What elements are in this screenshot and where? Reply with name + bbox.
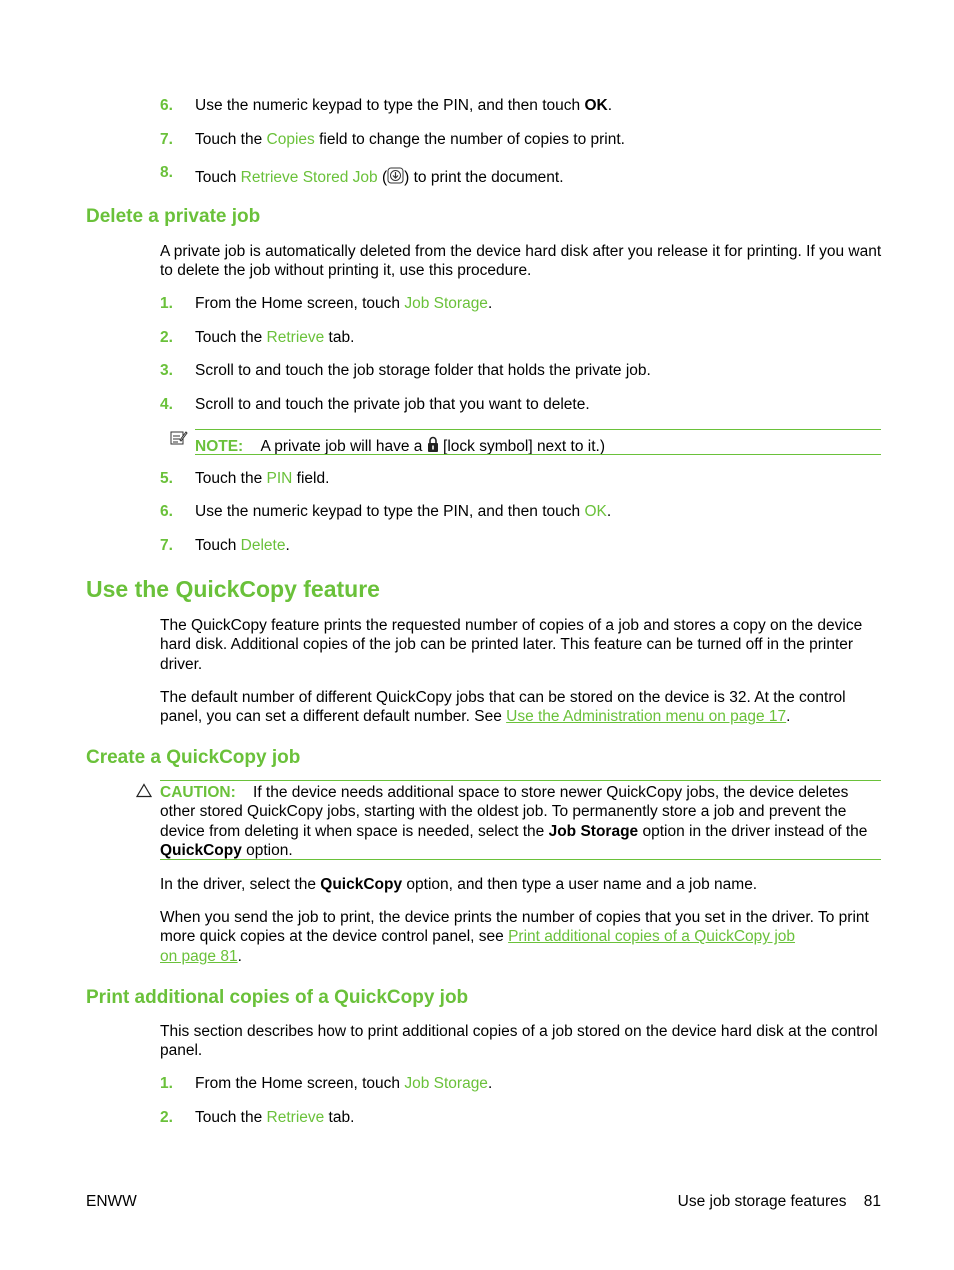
- section-heading: Create a QuickCopy job: [86, 747, 301, 768]
- step-number: 3.: [160, 362, 173, 379]
- step-number: 2.: [160, 1109, 173, 1126]
- paragraph: The QuickCopy feature prints the requested number of copies of a job and stores a copy on the device hard disk. Additional copies of the job can be printed later. This feature can be turned off in the printer driver.: [160, 617, 863, 673]
- paragraph: The default number of different QuickCopy jobs that can be stored on the device is 32. At the control panel, you can set a different default number. See Use the Administration menu on page 17.: [160, 689, 846, 726]
- step-number: 2.: [160, 329, 173, 346]
- caution-top-rule: [160, 780, 881, 781]
- step-text: From the Home screen, touch Job Storage.: [195, 295, 493, 312]
- step-number: 1.: [160, 295, 173, 312]
- step-number: 4.: [160, 396, 173, 413]
- step-number: 8.: [160, 164, 173, 181]
- page-number: 81: [863, 1193, 881, 1210]
- step-number: 6.: [160, 503, 173, 520]
- paragraph: In the driver, select the QuickCopy option, and then type a user name and a job name.: [160, 876, 758, 893]
- print-additional-copies-link[interactable]: Print additional copies of a QuickCopy job: [508, 928, 796, 946]
- admin-menu-link[interactable]: Use the Administration menu on page 17: [506, 708, 787, 726]
- step-number: 6.: [160, 97, 173, 114]
- caution-text: CAUTION: If the device needs additional space to store newer QuickCopy jobs, the device deletes other stored QuickCopy jobs, starting with the oldest job. To permanently store a job and prevent the device from deleting it when space is needed, select the Job Storage option in the driver instead of the QuickCopy option.: [160, 784, 868, 860]
- step-number: 7.: [160, 537, 173, 554]
- retrieve-stored-job-icon: [387, 167, 404, 189]
- step-text: Use the numeric keypad to type the PIN, and then touch OK.: [195, 503, 612, 520]
- step-text: Scroll to and touch the job storage folder that holds the private job.: [195, 362, 651, 379]
- step-text: Touch the Retrieve tab.: [195, 329, 355, 346]
- step-text: Touch Retrieve Stored Job ( ) to print the document.: [195, 167, 564, 189]
- section-heading: Delete a private job: [86, 206, 261, 227]
- note-bottom-rule: [195, 454, 881, 455]
- step-text: Use the numeric keypad to type the PIN, and then touch OK.: [195, 97, 613, 114]
- paragraph: This section describes how to print additional copies of a job stored on the device hard disk at the control panel.: [160, 1023, 878, 1060]
- step-number: 5.: [160, 470, 173, 487]
- caution-bottom-rule: [160, 859, 881, 860]
- note-top-rule: [195, 429, 881, 430]
- caution-icon: [136, 783, 152, 803]
- step-text: From the Home screen, touch Job Storage.: [195, 1075, 493, 1092]
- step-number: 1.: [160, 1075, 173, 1092]
- step-number: 7.: [160, 131, 173, 148]
- footer-left: ENWW: [86, 1193, 137, 1210]
- step-text: Touch Delete.: [195, 537, 290, 554]
- step-text: Touch the Copies field to change the number of copies to print.: [195, 131, 625, 148]
- step-text: Touch the PIN field.: [195, 470, 330, 487]
- footer-right: Use job storage features 81: [677, 1193, 881, 1210]
- section-heading: Use the QuickCopy feature: [86, 576, 380, 602]
- note-text: NOTE: A private job will have a [lock symbol] next to it.): [195, 436, 605, 458]
- paragraph: A private job is automatically deleted from the device hard disk after you release it for printing. If you want to delete the job without printing it, use this procedure.: [160, 243, 882, 280]
- print-additional-copies-page-link[interactable]: on page 81: [160, 947, 238, 965]
- note-icon: [170, 430, 188, 451]
- paragraph: When you send the job to print, the device prints the number of copies that you set in the driver. To print more quick copies at the device control panel, see Print additional copies of a QuickCopy job on page 81.: [160, 909, 869, 965]
- step-text: Touch the Retrieve tab.: [195, 1109, 355, 1126]
- section-heading: Print additional copies of a QuickCopy job: [86, 987, 469, 1008]
- step-text: Scroll to and touch the private job that you want to delete.: [195, 396, 590, 413]
